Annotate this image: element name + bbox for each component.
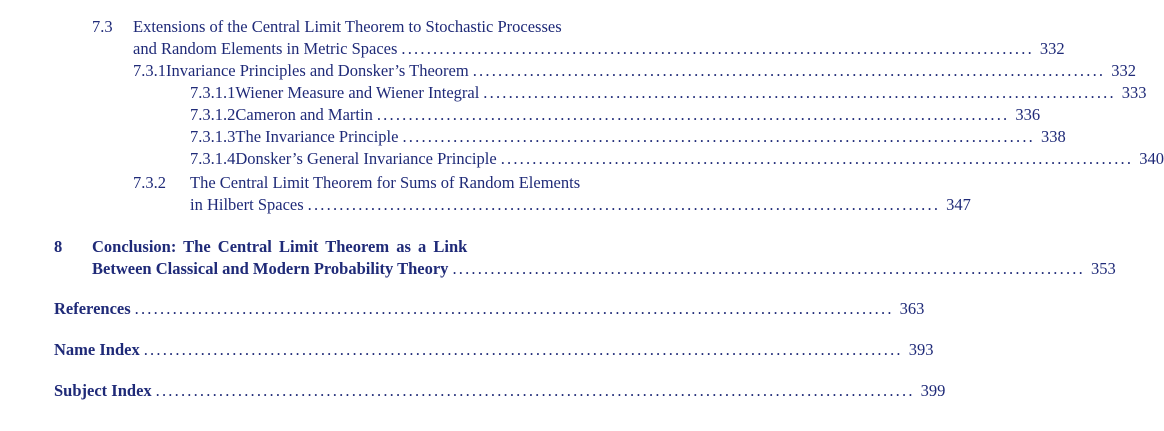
toc-title: Cameron and Martin — [235, 105, 373, 124]
toc-entry-7-3-1[interactable] — [133, 60, 1136, 82]
toc-number: 7.3.2 — [133, 173, 166, 192]
toc-entry-7-3-2-line1 — [133, 172, 674, 194]
dot-leader: .................................................................................................... — [402, 127, 1035, 146]
toc-number: 7.3.1.3 — [190, 127, 236, 146]
dot-leader: .................................................................................................... — [452, 259, 1085, 278]
toc-page-number: 347 — [946, 195, 971, 214]
toc-number: 7.3 — [92, 17, 113, 36]
toc-number: 7.3.1.4 — [190, 149, 236, 168]
toc-title: Between Classical and Modern Probability Theory — [92, 259, 449, 278]
toc-entry-references[interactable] — [54, 298, 925, 320]
toc-title: Wiener Measure and Wiener Integral — [235, 83, 480, 102]
toc-title: The Central Limit Theorem for Sums of Random Elements — [190, 173, 581, 192]
toc-title: in Hilbert Spaces — [190, 195, 304, 214]
toc-page-number: 340 — [1139, 149, 1164, 168]
dot-leader: .................................................................................................... — [401, 39, 1034, 58]
dot-leader: .................................................................................................... — [472, 61, 1106, 80]
toc-entry-7-3-line2[interactable] — [133, 38, 1065, 60]
toc-title: The Invariance Principle — [235, 127, 399, 146]
toc-entry-7-3-1-4[interactable] — [190, 148, 1164, 170]
toc-entry-7-3-line1 — [92, 16, 674, 38]
toc-number: 7.3.1.2 — [190, 105, 236, 124]
toc-title: Name Index — [54, 340, 140, 359]
toc-entry-chapter-8-line2[interactable] — [92, 258, 1116, 280]
toc-page-number: 353 — [1090, 259, 1116, 278]
toc-title: Subject Index — [54, 381, 152, 400]
toc-page-number: 393 — [908, 340, 934, 359]
toc-page-number: 333 — [1121, 83, 1147, 102]
toc-page-number: 399 — [920, 381, 946, 400]
toc-entry-7-3-1-2[interactable] — [190, 104, 1041, 126]
toc-page-number: 332 — [1111, 61, 1136, 80]
toc-number: 7.3.1.1 — [190, 83, 236, 102]
dot-leader: .................................................................................................... — [483, 83, 1116, 102]
toc-number: 7.3.1 — [133, 61, 166, 80]
dot-leader: ........................................................................................................................ — [143, 340, 903, 359]
toc-title: Extensions of the Central Limit Theorem to Stochastic Processes — [133, 17, 562, 36]
toc-page-number: 363 — [899, 299, 925, 318]
toc-page-number: 336 — [1015, 105, 1041, 124]
dot-leader: .................................................................................................... — [500, 149, 1134, 168]
toc-entry-7-3-1-1[interactable] — [190, 82, 1147, 104]
toc-entry-subject-index[interactable] — [54, 380, 946, 402]
toc-page-number: 332 — [1039, 39, 1065, 58]
dot-leader: .................................................................................................... — [376, 105, 1010, 124]
toc-number: 8 — [54, 237, 63, 256]
toc-entry-chapter-8-line1 — [54, 236, 674, 258]
toc-title: Conclusion: The Central Limit Theorem as a Link — [92, 237, 468, 256]
dot-leader: .................................................................................................... — [307, 195, 941, 214]
toc-title: and Random Elements in Metric Spaces — [133, 39, 398, 58]
toc-title: Invariance Principles and Donsker’s Theorem — [166, 61, 469, 80]
dot-leader: ........................................................................................................................ — [155, 381, 915, 400]
toc-title: Donsker’s General Invariance Principle — [235, 149, 497, 168]
toc-entry-name-index[interactable] — [54, 339, 934, 361]
dot-leader: ........................................................................................................................ — [134, 299, 894, 318]
toc-entry-7-3-2-line2[interactable] — [190, 194, 971, 216]
toc-page-number: 338 — [1040, 127, 1066, 146]
toc-entry-7-3-1-3[interactable] — [190, 126, 1066, 148]
toc-title: References — [54, 299, 131, 318]
